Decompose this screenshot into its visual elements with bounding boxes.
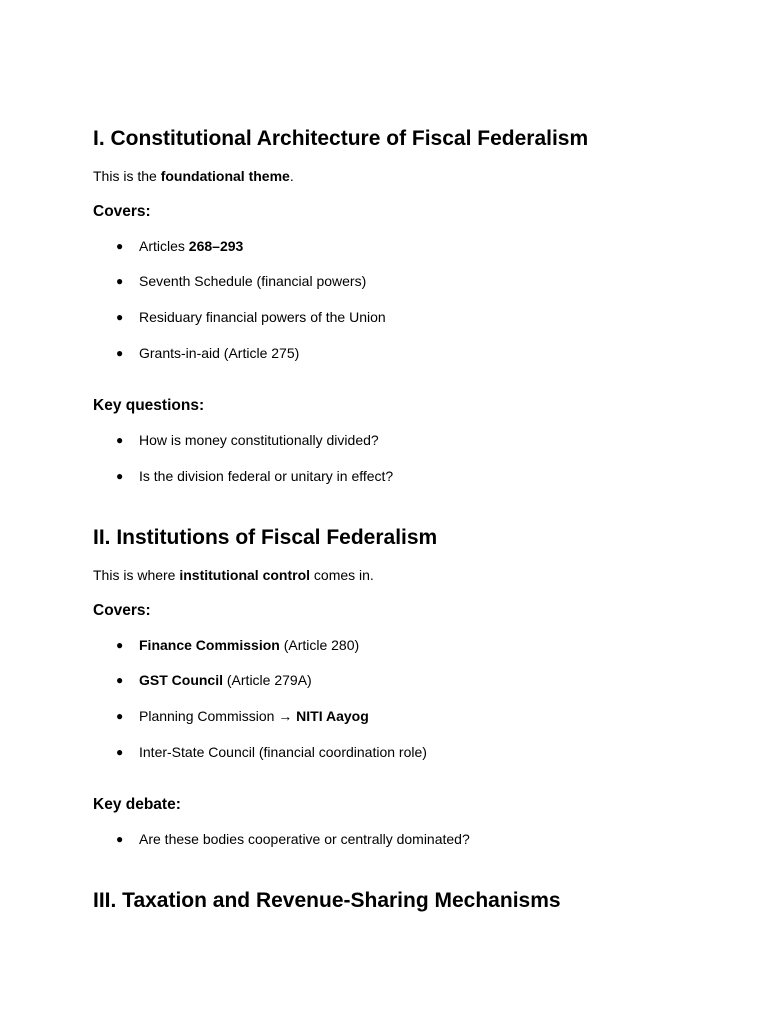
- list-item: [116, 636, 360, 654]
- intro-bold: foundational theme: [160, 168, 290, 184]
- bullet-icon: ●: [116, 745, 124, 759]
- bullet-icon: ●: [116, 239, 124, 253]
- list-item-text: (Article 280): [279, 637, 360, 653]
- list-item-text: Is the division federal or unitary in effect?: [139, 468, 394, 484]
- bullet-icon: ●: [116, 469, 124, 483]
- list-item-bold: NITI Aayog: [296, 708, 369, 724]
- list-item: [116, 308, 386, 326]
- list-item-bold: GST Council: [139, 672, 223, 688]
- section-2-covers-label: Covers:: [93, 602, 151, 619]
- list-item-bold: 268–293: [188, 238, 244, 254]
- intro-text: This is the: [93, 168, 161, 184]
- section-2-key-label: Key debate:: [93, 796, 181, 813]
- list-item-text: (Article 279A): [223, 672, 312, 688]
- bullet-icon: ●: [116, 638, 124, 652]
- list-item: [116, 237, 244, 255]
- list-item: [116, 272, 367, 290]
- intro-text: .: [289, 168, 294, 184]
- list-item: [116, 671, 312, 689]
- list-item-text: Seventh Schedule (financial powers): [139, 273, 367, 289]
- list-item-bold: Finance Commission: [139, 637, 280, 653]
- bullet-icon: ●: [116, 274, 124, 288]
- bullet-icon: ●: [116, 673, 124, 687]
- list-item-text: How is money constitutionally divided?: [139, 432, 379, 448]
- list-item-text: Articles: [139, 238, 189, 254]
- list-item-text: Grants-in-aid (Article 275): [139, 345, 300, 361]
- list-item: [116, 743, 427, 761]
- intro-bold: institutional control: [179, 567, 311, 583]
- bullet-icon: ●: [116, 433, 124, 447]
- section-1-heading: I. Constitutional Architecture of Fiscal Federalism: [93, 127, 589, 150]
- section-1-key-label: Key questions:: [93, 397, 205, 414]
- section-2-heading: II. Institutions of Fiscal Federalism: [93, 526, 438, 549]
- list-item: [116, 467, 394, 485]
- list-item: [116, 344, 300, 362]
- bullet-icon: ●: [116, 709, 124, 723]
- bullet-icon: ●: [116, 832, 124, 846]
- section-1-intro: [93, 167, 294, 185]
- section-2-intro: [93, 566, 374, 584]
- list-item-text: Inter-State Council (financial coordination role): [139, 744, 427, 760]
- intro-text: This is where: [93, 567, 180, 583]
- list-item: [116, 707, 369, 725]
- intro-text: comes in.: [310, 567, 374, 583]
- list-item: [116, 830, 470, 848]
- list-item-text: Residuary financial powers of the Union: [139, 309, 386, 325]
- section-1-covers-label: Covers:: [93, 203, 151, 220]
- bullet-icon: ●: [116, 310, 124, 324]
- section-3-heading: III. Taxation and Revenue-Sharing Mechanisms: [93, 889, 561, 912]
- list-item-text: Planning Commission →: [139, 708, 297, 724]
- list-item: [116, 431, 379, 449]
- list-item-text: Are these bodies cooperative or centrally dominated?: [139, 831, 470, 847]
- bullet-icon: ●: [116, 346, 124, 360]
